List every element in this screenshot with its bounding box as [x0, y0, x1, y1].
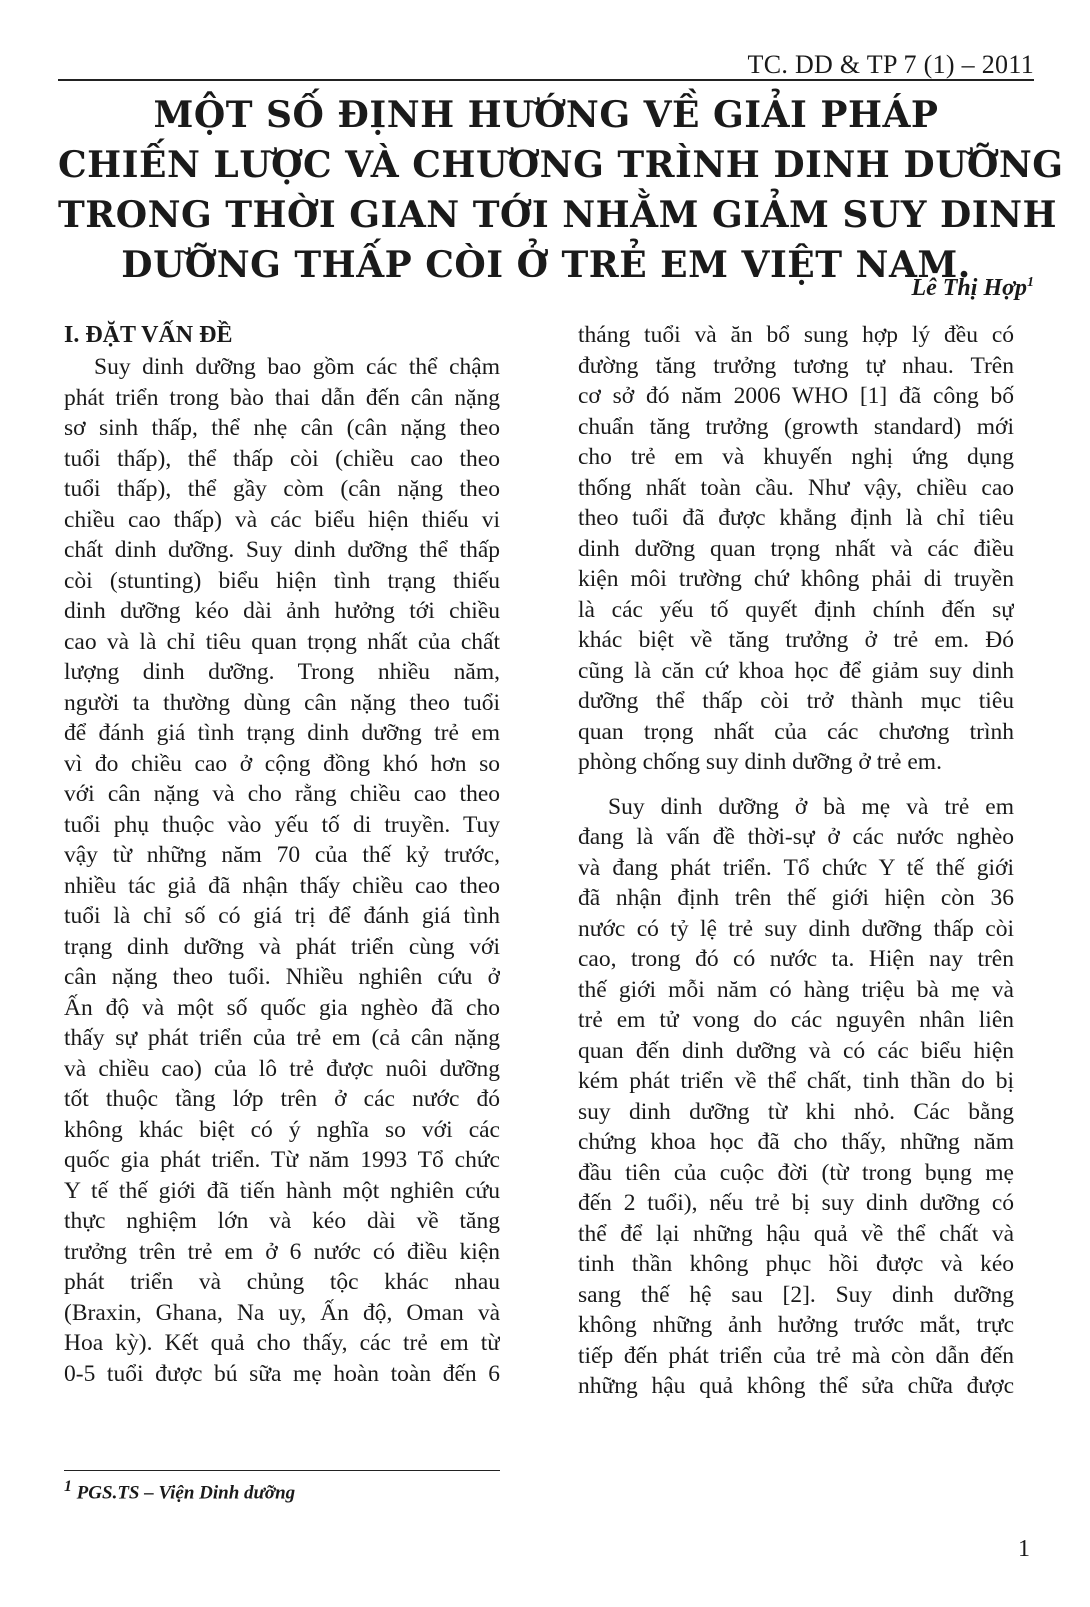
- text-line: dinh dưỡng quan trọng nhất và các điều: [578, 535, 1014, 562]
- text-line: cân nặng theo tuổi. Nhiều nghiên cứu ở: [64, 964, 500, 990]
- text-line: sơ sinh thấp, thể nhẹ cân (cân nặng theo: [64, 415, 500, 441]
- text-line: và chiều cao) của lô trẻ được nuôi dưỡng: [64, 1055, 500, 1082]
- text-line: cũng là căn cứ khoa học để giảm suy dinh: [578, 657, 1014, 684]
- text-line: theo tuổi đã được khẳng định là chỉ tiêu: [578, 505, 1014, 531]
- text-line: nhiều tác giả đã nhận thấy chiều cao theo: [64, 872, 500, 899]
- text-line: chiều cao thấp) và các biểu hiện thiếu vi: [64, 506, 500, 533]
- text-line: đến 2 tuổi), nếu trẻ bị suy dinh dưỡng có: [578, 1190, 1014, 1216]
- text-line: còi (stunting) biểu hiện tình trạng thiếu: [64, 567, 500, 594]
- text-line: không những ảnh hưởng trước mắt, trực: [578, 1312, 1014, 1338]
- footnote-rule: [64, 1470, 500, 1471]
- text-line: Suy dinh dưỡng ở bà mẹ và trẻ em: [608, 793, 1014, 820]
- title-line: DƯỠNG THẤP CÒI Ở TRẺ EM VIỆT NAM.: [121, 244, 971, 286]
- text-line: tinh thần không phục hồi được và kéo: [578, 1251, 1014, 1277]
- text-line: tuổi là chỉ số có giá trị để đánh giá tình: [64, 903, 500, 929]
- text-line: tuổi thấp), thể gầy còm (cân nặng theo: [64, 476, 500, 502]
- text-line: Y tế thế giới đã tiến hành một nghiên cứu: [64, 1177, 500, 1204]
- text-line: nước có tỷ lệ trẻ suy dinh dưỡng thấp còi: [578, 915, 1014, 942]
- text-line: kiện môi trường chứ không phải di truyền: [578, 566, 1014, 592]
- text-line: và đang phát triển. Tổ chức Y tế thế giới: [578, 854, 1014, 881]
- text-line: tuổi thấp), thể thấp còi (chiều cao theo: [64, 445, 500, 472]
- paragraph-gap: [578, 778, 1014, 792]
- text-line: vì đo chiều cao ở cộng đồng khó hơn so: [64, 750, 500, 777]
- text-line: cơ sở đó năm 2006 WHO [1] đã công bố: [578, 383, 1014, 409]
- text-line: là các yếu tố quyết định chính đến sự: [578, 596, 1014, 623]
- text-line: phát triển trong bào thai dẫn đến cân nặng: [64, 384, 500, 411]
- text-line: vậy từ những năm 70 của thế kỷ trước,: [64, 842, 500, 868]
- text-line: với cân nặng và cho rằng chiều cao theo: [64, 781, 500, 807]
- text-line: những hậu quả không thể sửa chữa được: [578, 1373, 1014, 1399]
- text-line: quan đến dinh dưỡng và có các biểu hiện: [578, 1037, 1014, 1064]
- text-line: Suy dinh dưỡng bao gồm các thể chậm: [94, 354, 500, 380]
- text-line: thể để lại những hậu quả về thể chất và: [578, 1220, 1014, 1247]
- text-line: đang là vấn đề thời-sự ở các nước nghèo: [578, 824, 1014, 850]
- title-line: MỘT SỐ ĐỊNH HƯỚNG VỀ GIẢI PHÁP: [153, 94, 939, 136]
- text-line: thế giới mỗi năm có hàng triệu bà mẹ và: [578, 976, 1014, 1003]
- text-line: thấy sự phát triển của trẻ em (cả cân nặng: [64, 1025, 500, 1051]
- title-line: CHIẾN LƯỢC VÀ CHƯƠNG TRÌNH DINH DƯỠNG: [58, 144, 1064, 186]
- title-line: TRONG THỜI GIAN TỚI NHẰM GIẢM SUY DINH: [58, 194, 1057, 236]
- text-line: thực nghiệm lớn và kéo dài về tăng: [64, 1208, 500, 1234]
- right-column: [578, 320, 1014, 1402]
- text-line: chuẩn tăng trưởng (growth standard) mới: [578, 413, 1014, 440]
- text-line: chứng khoa học đã cho thấy, những năm: [578, 1129, 1014, 1155]
- text-line: không khác biệt có ý nghĩa so với các: [64, 1116, 500, 1143]
- text-line: tuổi phụ thuộc vào yếu tố di truyền. Tuy: [64, 811, 500, 838]
- section-heading: I. ĐẶT VẤN ĐỀ: [64, 322, 233, 348]
- text-line: sang thế hệ sau [2]. Suy dinh dưỡng: [578, 1281, 1014, 1308]
- text-line: quan trọng nhất của các chương trình: [578, 718, 1014, 745]
- text-line: phòng chống suy dinh dưỡng ở trẻ em.: [578, 749, 942, 775]
- left-column: [64, 320, 500, 1389]
- text-line: dưỡng thể thấp còi trở thành mục tiêu: [578, 688, 1014, 714]
- text-line: cao và là chỉ tiêu quan trọng nhất của chất: [64, 628, 500, 655]
- text-line: suy dinh dưỡng từ khi nhỏ. Các bằng: [578, 1098, 1014, 1125]
- author-footnote-mark: 1: [1027, 275, 1034, 290]
- text-line: đầu tiên của cuộc đời (từ trong bụng mẹ: [578, 1159, 1014, 1186]
- text-line: khác biệt về tăng trưởng ở trẻ em. Đó: [578, 627, 1014, 653]
- text-line: phát triển và chủng tộc khác nhau: [64, 1269, 500, 1295]
- text-line: cao, trong đó có nước ta. Hiện nay trên: [578, 946, 1014, 972]
- article-title: [58, 90, 1064, 290]
- text-line: dinh dưỡng kéo dài ảnh hưởng tới chiều: [64, 598, 500, 624]
- text-line: 0-5 tuổi được bú sữa mẹ hoàn toàn đến 6: [64, 1360, 500, 1387]
- text-line: chất dinh dưỡng. Suy dinh dưỡng thể thấp: [64, 537, 500, 563]
- footnote-text: PGS.TS – Viện Dinh dưỡng: [76, 1482, 296, 1504]
- text-line: trẻ em tử vong do các nguyên nhân liên: [578, 1007, 1014, 1033]
- text-line: (Braxin, Ghana, Na uy, Ấn độ, Oman và: [64, 1299, 500, 1326]
- author-byline: [911, 275, 1034, 302]
- footnote-mark: 1: [64, 1478, 72, 1495]
- text-line: Ấn độ và một số quốc gia nghèo đã cho: [64, 994, 500, 1021]
- text-line: tháng tuổi và ăn bổ sung hợp lý đều có: [578, 322, 1014, 348]
- text-line: cho trẻ em và khuyến nghị ứng dụng: [578, 444, 1014, 470]
- author-name: Lê Thị Hợp: [911, 275, 1027, 301]
- text-line: kém phát triển về thể chất, tinh thần do bị: [578, 1068, 1014, 1094]
- text-line: tốt thuộc tầng lớp trên ở các nước đó: [64, 1086, 500, 1112]
- text-line: trưởng trên trẻ em ở 6 nước có điều kiện: [64, 1238, 500, 1265]
- text-line: người ta thường dùng cân nặng theo tuổi: [64, 689, 500, 716]
- text-line: trạng dinh dưỡng và phát triển cùng với: [64, 933, 500, 960]
- page-number: 1: [1018, 1536, 1030, 1562]
- text-line: để đánh giá tình trạng dinh dưỡng trẻ em: [64, 720, 500, 746]
- journal-header: TC. DD & TP 7 (1) – 2011: [747, 50, 1034, 79]
- text-line: Hoa kỳ). Kết quả cho thấy, các trẻ em từ: [64, 1330, 500, 1356]
- header-rule: [58, 79, 1034, 81]
- text-line: tiếp đến phát triển của trẻ mà còn dẫn đến: [578, 1342, 1014, 1369]
- footnote: [64, 1478, 295, 1504]
- text-line: đường tăng trưởng tương tự nhau. Trên: [578, 352, 1014, 379]
- text-line: đã nhận định trên thế giới hiện còn 36: [578, 885, 1014, 911]
- text-line: thống nhất toàn cầu. Như vậy, chiều cao: [578, 474, 1014, 501]
- text-line: quốc gia phát triển. Từ năm 1993 Tổ chức: [64, 1147, 500, 1173]
- text-line: lượng dinh dưỡng. Trong nhiều năm,: [64, 659, 500, 685]
